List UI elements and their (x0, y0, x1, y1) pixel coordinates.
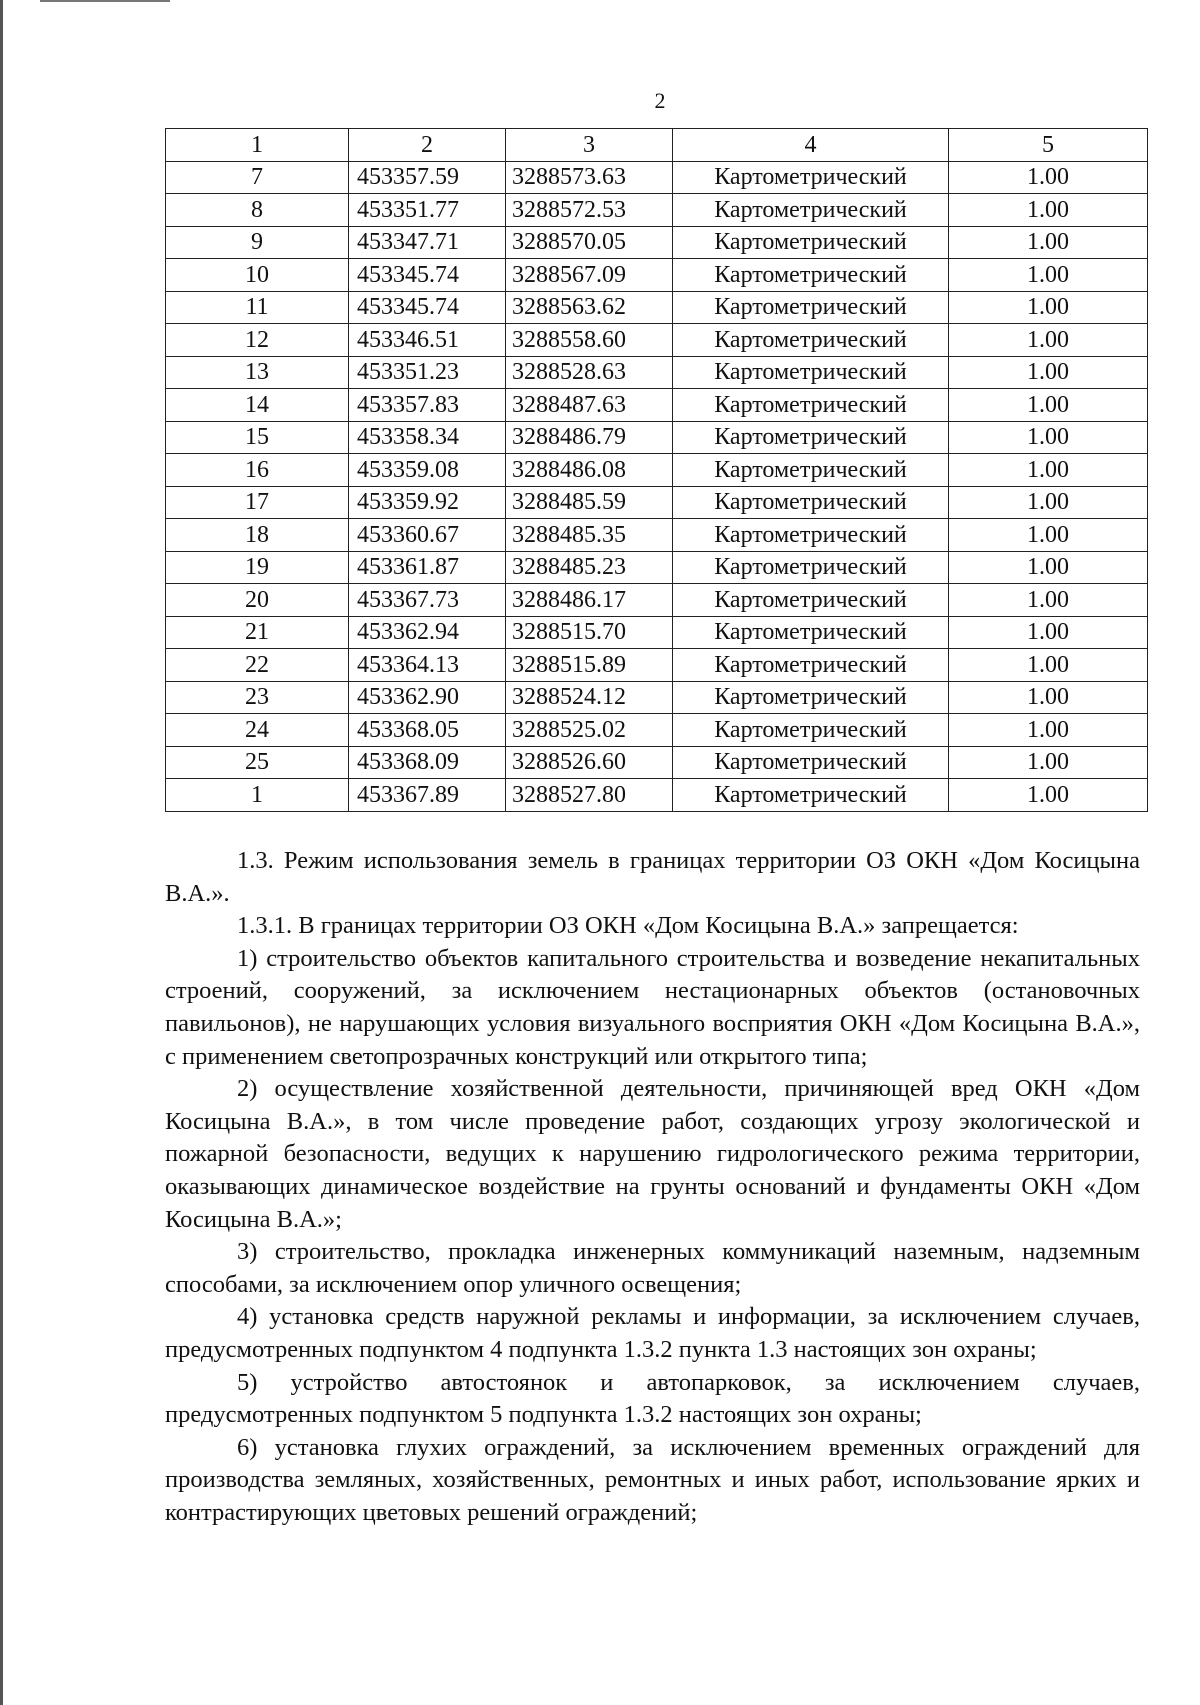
y-coordinate-cell: 3288526.60 (506, 746, 673, 779)
method-cell: Картометрический (673, 779, 949, 812)
x-coordinate-cell: 453345.74 (349, 259, 506, 292)
method-cell: Картометрический (673, 649, 949, 682)
accuracy-cell: 1.00 (949, 259, 1148, 292)
y-coordinate-cell: 3288486.08 (506, 454, 673, 487)
x-coordinate-cell: 453361.87 (349, 551, 506, 584)
accuracy-cell: 1.00 (949, 616, 1148, 649)
x-coordinate-cell: 453359.08 (349, 454, 506, 487)
accuracy-cell: 1.00 (949, 584, 1148, 617)
accuracy-cell: 1.00 (949, 681, 1148, 714)
table-header-row (166, 129, 1148, 162)
accuracy-cell: 1.00 (949, 421, 1148, 454)
method-cell: Картометрический (673, 226, 949, 259)
coordinates-table (165, 128, 1148, 812)
scan-edge (0, 0, 3, 1705)
point-number-cell: 18 (166, 519, 349, 552)
table-row (166, 194, 1148, 227)
header-cell: 5 (949, 129, 1148, 162)
y-coordinate-cell: 3288487.63 (506, 389, 673, 422)
x-coordinate-cell: 453347.71 (349, 226, 506, 259)
accuracy-cell: 1.00 (949, 519, 1148, 552)
table-row (166, 714, 1148, 747)
paragraph: 3) строительство, прокладка инженерных коммуникаций наземным, надземным способами, за исключением опор уличного освещения; (165, 1238, 1140, 1298)
table-row (166, 779, 1148, 812)
table-row (166, 649, 1148, 682)
table-row (166, 421, 1148, 454)
header-cell: 1 (166, 129, 349, 162)
table-row (166, 454, 1148, 487)
accuracy-cell: 1.00 (949, 324, 1148, 357)
page-number: 2 (654, 88, 666, 113)
y-coordinate-cell: 3288572.53 (506, 194, 673, 227)
paragraph: 1.3. Режим использования земель в границах территории ОЗ ОКН «Дом Косицына В.А.». (165, 847, 1140, 907)
paragraph: 1.3.1. В границах территории ОЗ ОКН «Дом Косицына В.А.» запрещается: (237, 912, 1019, 940)
point-number-cell: 14 (166, 389, 349, 422)
method-cell: Картометрический (673, 194, 949, 227)
accuracy-cell: 1.00 (949, 486, 1148, 519)
table-row (166, 584, 1148, 617)
method-cell: Картометрический (673, 681, 949, 714)
table-row (166, 519, 1148, 552)
y-coordinate-cell: 3288567.09 (506, 259, 673, 292)
method-cell: Картометрический (673, 161, 949, 194)
method-cell: Картометрический (673, 356, 949, 389)
x-coordinate-cell: 453357.83 (349, 389, 506, 422)
table-row (166, 161, 1148, 194)
x-coordinate-cell: 453360.67 (349, 519, 506, 552)
accuracy-cell: 1.00 (949, 714, 1148, 747)
y-coordinate-cell: 3288525.02 (506, 714, 673, 747)
point-number-cell: 25 (166, 746, 349, 779)
x-coordinate-cell: 453368.09 (349, 746, 506, 779)
paragraph: 4) установка средств наружной рекламы и информации, за исключением случаев, предусмотренных подпунктом 4 подпункта 1.3.2 пункта 1.3 настоящих зон охраны; (165, 1303, 1140, 1363)
accuracy-cell: 1.00 (949, 649, 1148, 682)
y-coordinate-cell: 3288485.35 (506, 519, 673, 552)
y-coordinate-cell: 3288558.60 (506, 324, 673, 357)
y-coordinate-cell: 3288486.79 (506, 421, 673, 454)
point-number-cell: 17 (166, 486, 349, 519)
method-cell: Картометрический (673, 584, 949, 617)
accuracy-cell: 1.00 (949, 161, 1148, 194)
table-row (166, 226, 1148, 259)
method-cell: Картометрический (673, 454, 949, 487)
scan-edge-top (40, 0, 170, 2)
y-coordinate-cell: 3288515.70 (506, 616, 673, 649)
point-number-cell: 7 (166, 161, 349, 194)
point-number-cell: 24 (166, 714, 349, 747)
paragraph: 5) устройство автостоянок и автопарковок, за исключением случаев, предусмотренных подпунктом 5 подпункта 1.3.2 настоящих зон охраны; (165, 1368, 1140, 1429)
body-text (165, 845, 1140, 1529)
table-row (166, 259, 1148, 292)
point-number-cell: 9 (166, 226, 349, 259)
point-number-cell: 21 (166, 616, 349, 649)
accuracy-cell: 1.00 (949, 291, 1148, 324)
accuracy-cell: 1.00 (949, 551, 1148, 584)
method-cell: Картометрический (673, 616, 949, 649)
x-coordinate-cell: 453351.23 (349, 356, 506, 389)
method-cell: Картометрический (673, 421, 949, 454)
x-coordinate-cell: 453368.05 (349, 714, 506, 747)
point-number-cell: 8 (166, 194, 349, 227)
method-cell: Картометрический (673, 486, 949, 519)
table-row (166, 356, 1148, 389)
y-coordinate-cell: 3288527.80 (506, 779, 673, 812)
y-coordinate-cell: 3288524.12 (506, 681, 673, 714)
method-cell: Картометрический (673, 291, 949, 324)
table-row (166, 551, 1148, 584)
y-coordinate-cell: 3288486.17 (506, 584, 673, 617)
x-coordinate-cell: 453362.90 (349, 681, 506, 714)
point-number-cell: 12 (166, 324, 349, 357)
point-number-cell: 15 (166, 421, 349, 454)
x-coordinate-cell: 453346.51 (349, 324, 506, 357)
y-coordinate-cell: 3288570.05 (506, 226, 673, 259)
point-number-cell: 13 (166, 356, 349, 389)
table-row (166, 486, 1148, 519)
x-coordinate-cell: 453364.13 (349, 649, 506, 682)
header-cell: 2 (349, 129, 506, 162)
point-number-cell: 20 (166, 584, 349, 617)
x-coordinate-cell: 453345.74 (349, 291, 506, 324)
x-coordinate-cell: 453357.59 (349, 161, 506, 194)
accuracy-cell: 1.00 (949, 356, 1148, 389)
paragraph: 6) установка глухих ограждений, за исключением временных ограждений для производства земляных, хозяйственных, ремонтных и иных работ, использование ярких и контрастирующих цветовых решений ограждений; (165, 1433, 1140, 1526)
method-cell: Картометрический (673, 519, 949, 552)
x-coordinate-cell: 453359.92 (349, 486, 506, 519)
method-cell: Картометрический (673, 259, 949, 292)
point-number-cell: 23 (166, 681, 349, 714)
point-number-cell: 1 (166, 779, 349, 812)
paragraph: 2) осуществление хозяйственной деятельности, причиняющей вред ОКН «Дом Косицына В.А.», в том числе проведение работ, создающих угрозу экологической и пожарной безопасности, ведущих к нарушению гидрологического режима территории, оказывающих динамическое воздействие на грунты оснований и фундаменты ОКН «Дом Косицына В.А.»; (165, 1075, 1140, 1233)
y-coordinate-cell: 3288485.23 (506, 551, 673, 584)
method-cell: Картометрический (673, 714, 949, 747)
method-cell: Картометрический (673, 551, 949, 584)
accuracy-cell: 1.00 (949, 454, 1148, 487)
table-row (166, 324, 1148, 357)
point-number-cell: 10 (166, 259, 349, 292)
y-coordinate-cell: 3288563.62 (506, 291, 673, 324)
table-row (166, 681, 1148, 714)
accuracy-cell: 1.00 (949, 194, 1148, 227)
table-row (166, 291, 1148, 324)
y-coordinate-cell: 3288515.89 (506, 649, 673, 682)
y-coordinate-cell: 3288573.63 (506, 161, 673, 194)
point-number-cell: 19 (166, 551, 349, 584)
point-number-cell: 22 (166, 649, 349, 682)
x-coordinate-cell: 453358.34 (349, 421, 506, 454)
x-coordinate-cell: 453367.73 (349, 584, 506, 617)
accuracy-cell: 1.00 (949, 226, 1148, 259)
accuracy-cell: 1.00 (949, 389, 1148, 422)
x-coordinate-cell: 453362.94 (349, 616, 506, 649)
x-coordinate-cell: 453351.77 (349, 194, 506, 227)
x-coordinate-cell: 453367.89 (349, 779, 506, 812)
accuracy-cell: 1.00 (949, 746, 1148, 779)
accuracy-cell: 1.00 (949, 779, 1148, 812)
table-row (166, 616, 1148, 649)
paragraph: 1) строительство объектов капитального строительства и возведение некапитальных строений, сооружений, за исключением нестационарных объектов (остановочных павильонов), не нарушающих условия визуального восприятия ОКН «Дом Косицына В.А.», с применением светопрозрачных конструкций или открытого типа; (165, 944, 1140, 1070)
header-cell: 3 (506, 129, 673, 162)
method-cell: Картометрический (673, 746, 949, 779)
point-number-cell: 11 (166, 291, 349, 324)
table-row (166, 389, 1148, 422)
header-cell: 4 (673, 129, 949, 162)
point-number-cell: 16 (166, 454, 349, 487)
method-cell: Картометрический (673, 324, 949, 357)
method-cell: Картометрический (673, 389, 949, 422)
table-row (166, 746, 1148, 779)
y-coordinate-cell: 3288528.63 (506, 356, 673, 389)
y-coordinate-cell: 3288485.59 (506, 486, 673, 519)
